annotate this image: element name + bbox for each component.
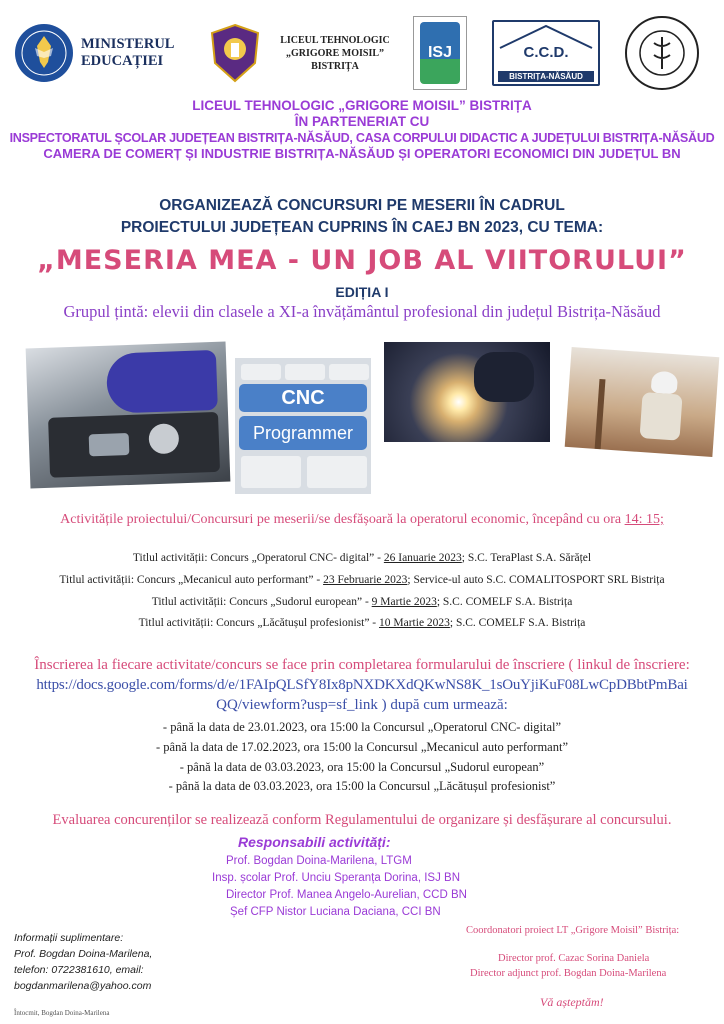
- edition: EDIȚIA I: [335, 284, 389, 300]
- lyceum-text: LICEUL TEHNOLOGIC „GRIGORE MOISIL” BISTRIȚA: [280, 34, 390, 72]
- ministry-text: MINISTERUL EDUCAȚIEI: [81, 36, 174, 69]
- closing-text: Vă așteptăm!: [540, 995, 604, 1009]
- registration-link2[interactable]: QQ/viewform?usp=sf_link: [216, 697, 378, 713]
- responsible-person: Șef CFP Nistor Luciana Daciana, CCI BN: [230, 906, 441, 918]
- info-title: Informații suplimentare:: [14, 932, 124, 944]
- registration-line1: Înscrierea la fiecare activitate/concurs se face prin completarea formularului de înscriere ( linkul de înscriere:: [34, 657, 690, 673]
- activities-intro-text: Activitățile proiectului/Concursuri pe meserii/se desfășoară la operatorul economic, începând cu ora: [60, 512, 625, 527]
- coordinators-title: Coordonatori proiect LT „Grigore Moisil” Bistrița:: [466, 925, 680, 936]
- ccd-sub: BISTRIȚA-NĂSĂUD: [498, 71, 594, 82]
- header-line3: INSPECTORATUL ȘCOLAR JUDEȚEAN BISTRIȚA-NĂSĂUD, CASA CORPULUI DIDACTIC A JUDEȚULUI BISTRIȚA-NĂSĂUD: [9, 131, 715, 145]
- cnc-key-bottom: Programmer: [239, 416, 367, 450]
- info-line: telefon: 0722381610, email:: [14, 964, 144, 976]
- activity-date: 23 Februarie 2023: [323, 574, 408, 586]
- responsible-person: Insp. școlar Prof. Unciu Speranța Dorina, ISJ BN: [212, 872, 460, 884]
- isj-logo: [412, 14, 468, 92]
- ccd-logo: [492, 14, 600, 92]
- target-group: Grupul țintă: elevii din clasele a XI-a învățământul profesional din județul Bistrița-Năsăud: [63, 302, 661, 321]
- photo-mechanic: [26, 342, 231, 489]
- organize-line1: ORGANIZEAZĂ CONCURSURI PE MESERII ÎN CADRUL: [159, 197, 565, 214]
- organize-line2: PROIECTULUI JUDEȚEAN CUPRINS ÎN CAEJ BN 2023, CU TEMA:: [120, 219, 604, 236]
- activity-date: 10 Martie 2023: [379, 617, 450, 629]
- responsible-title: Responsabili activități:: [238, 834, 391, 850]
- theme-title: „MESERIA MEA - UN JOB AL VIITORULUI”: [37, 245, 687, 276]
- header-line4: CAMERA DE COMERȚ ȘI INDUSTRIE BISTRIȚA-NĂSĂUD ȘI OPERATORI ECONOMICI DIN JUDEȚUL BN: [43, 146, 681, 161]
- photo-welder: [384, 342, 550, 442]
- header-line2: ÎN PARTENERIAT CU: [294, 114, 430, 129]
- activity-location: ; Service-ul auto S.C. COMALITOSPORT SRL Bistrița: [407, 574, 665, 586]
- photo-cnc-keyboard: [235, 358, 371, 494]
- footer-note: Întocmit, Bogdan Doina-Marilena: [14, 1009, 110, 1017]
- activity-title: Titlul activității: Concurs „Sudorul european” -: [151, 596, 372, 608]
- activity-title: Titlul activității: Concurs „Lăcătușul profesionist” -: [138, 617, 380, 629]
- activity-date: 26 Ianuarie 2023: [383, 552, 462, 564]
- ccd-text: C.C.D.: [523, 44, 569, 61]
- deadline-item: - până la data de 03.03.2023, ora 15:00 la Concursul „Lăcătușul profesionist”: [168, 779, 556, 793]
- deadline-item: - până la data de 17.02.2023, ora 15:00 la Concursul „Mecanicul auto performant”: [155, 740, 568, 754]
- coordinator-line: Director adjunct prof. Bogdan Doina-Marilena: [470, 968, 667, 979]
- activities-intro: [0, 511, 724, 529]
- responsible-person: Prof. Bogdan Doina-Marilena, LTGM: [226, 855, 412, 867]
- registration-after: ) după cum urmează:: [377, 697, 508, 713]
- deadline-item: - până la data de 03.03.2023, ora 15:00 la Concursul „Sudorul european”: [179, 760, 545, 774]
- evaluation-text: Evaluarea concurenților se realizează conform Regulamentului de organizare și desfășurare al concursului.: [52, 812, 672, 828]
- activity-location: ; S.C. COMELF S.A. Bistrița: [449, 617, 586, 629]
- activity-title: Titlul activității: Concurs „Operatorul CNC- digital” -: [132, 552, 384, 564]
- ministry-seal-icon: [13, 22, 75, 84]
- lyceum-shield-icon: [210, 23, 260, 83]
- responsible-person: Director Prof. Manea Angelo-Aurelian, CCD BN: [226, 889, 467, 901]
- info-line: Prof. Bogdan Doina-Marilena,: [14, 948, 153, 960]
- cci-logo: [622, 14, 702, 92]
- header-line1: LICEUL TEHNOLOGIC „GRIGORE MOISIL” BISTRIȚA: [192, 98, 532, 113]
- registration-line3: [0, 696, 724, 715]
- registration-link1[interactable]: https://docs.google.com/forms/d/e/1FAIpQLSfY8Ix8pNXDKXdQKwNS8K_1sOuYjiKuF08LwCpDBbtPmBai: [36, 677, 688, 693]
- info-email[interactable]: bogdanmarilena@yahoo.com: [14, 980, 152, 992]
- deadline-item: - până la data de 23.01.2023, ora 15:00 la Concursul „Operatorul CNC- digital”: [162, 720, 562, 734]
- cnc-key-top: CNC: [239, 384, 367, 412]
- ministry-logo: [10, 14, 180, 92]
- coordinator-line: Director prof. Cazac Sorina Daniela: [498, 953, 650, 964]
- activity-row: [0, 552, 724, 564]
- cci-seal-icon: [624, 15, 700, 91]
- activity-title: Titlul activității: Concurs „Mecanicul auto performant” -: [59, 574, 324, 586]
- photo-worker: [565, 347, 720, 457]
- activity-date: 9 Martie 2023: [371, 596, 437, 608]
- activity-location: ; S.C. COMELF S.A. Bistrița: [436, 596, 573, 608]
- activity-location: ; S.C. TeraPlast S.A. Sărățel: [461, 552, 592, 564]
- activity-row: [0, 617, 724, 629]
- activity-row: [0, 596, 724, 608]
- activities-time: 14: 15;: [624, 512, 664, 527]
- isj-text: ISJ: [420, 22, 460, 84]
- activity-row: [0, 574, 724, 586]
- lyceum-logo: [205, 14, 405, 92]
